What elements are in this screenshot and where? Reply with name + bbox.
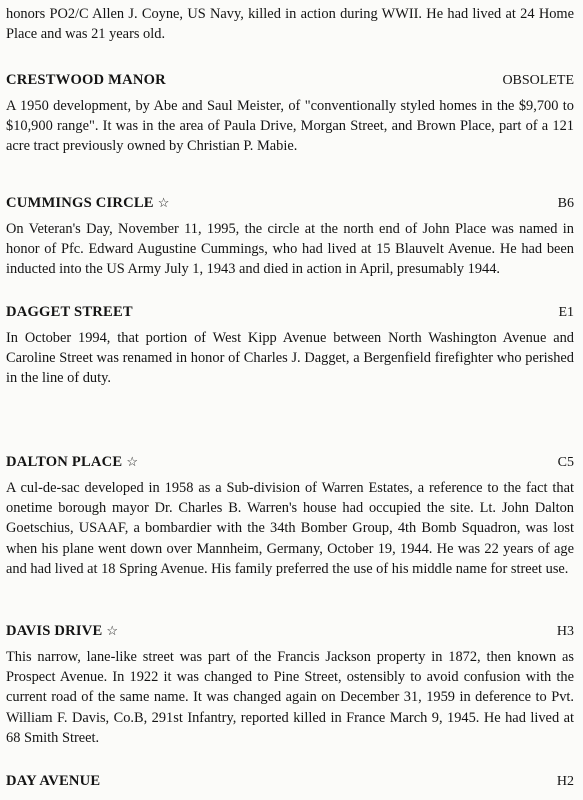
map-code: H2 <box>556 774 574 789</box>
entry-dagget-street <box>6 302 574 389</box>
street-name: CUMMINGS CIRCLE <box>6 195 154 211</box>
map-code: OBSOLETE <box>502 73 574 88</box>
intro-paragraph: honors PO2/C Allen J. Coyne, US Navy, killed in action during WWII. He had lived at 24 Home Place and was 21 years old. <box>6 6 574 42</box>
map-code: C5 <box>557 455 574 470</box>
entry-davis-drive <box>6 621 574 748</box>
entry-dalton-place <box>6 452 574 579</box>
entry-day-avenue <box>6 771 574 791</box>
entry-heading <box>6 621 574 641</box>
street-name: DAY AVENUE <box>6 773 101 789</box>
map-code: H3 <box>556 624 574 639</box>
star-icon: ☆ <box>157 195 170 210</box>
star-icon: ☆ <box>106 623 119 638</box>
street-name: DALTON PLACE <box>6 454 123 470</box>
entry-cummings-circle <box>6 193 574 280</box>
entry-crestwood-manor <box>6 70 574 157</box>
entry-text: In October 1994, that portion of West Kipp Avenue between North Washington Avenue and Caroline Street was renamed in honor of Charles J. Dagget, a Bergenfield firefighter who perished in the line of duty. <box>6 330 574 387</box>
entry-text: On Veteran's Day, November 11, 1995, the circle at the north end of John Place was named in honor of Pfc. Edward Augustine Cummings, who had lived at 15 Blauvelt Avenue. He had been inducted into the US Army July 1, 1943 and died in action in April, presumably 1944. <box>6 221 574 278</box>
map-code: E1 <box>558 305 574 320</box>
entry-heading <box>6 193 574 213</box>
star-icon: ☆ <box>126 454 138 469</box>
map-code: B6 <box>557 196 574 211</box>
entry-heading <box>6 771 574 791</box>
entry-heading <box>6 302 574 322</box>
street-name: CRESTWOOD MANOR <box>6 72 166 88</box>
entry-heading <box>6 70 574 90</box>
entry-text: This narrow, lane-like street was part of the Francis Jackson property in 1872, then known as Prospect Avenue. In 1922 it was changed to Pine Street, ostensibly to avoid confusion with the current road of the same name. It was changed again on December 31, 1959 in deference to Pvt. William F. Davis, Co.B, 291st Infantry, reported killed in France March 9, 1945. He had lived at 68 Smith Street. <box>6 649 574 746</box>
street-name: DAVIS DRIVE <box>6 623 103 639</box>
street-name: DAGGET STREET <box>6 304 133 320</box>
entry-text: A 1950 development, by Abe and Saul Meister, of "conventionally styled homes in the $9,700 to $10,900 range". It was in the area of Paula Drive, Morgan Street, and Brown Place, part of a 121 acre tract previously owned by Christian P. Mabie. <box>6 98 574 155</box>
entry-text: A cul-de-sac developed in 1958 as a Sub-division of Warren Estates, a reference to the fact that onetime borough mayor Dr. Charles B. Warren's house had occupied the site. Lt. John Dalton Goetschius, USAAF, a bombardier with the 34th Bomber Group, 4th Bomb Squadron, was lost when his plane went down over Mannheim, Germany, October 19, 1944. He was 22 years of age and had lived at 18 Spring Avenue. His family preferred the use of his middle name for street use. <box>6 480 574 577</box>
entry-heading <box>6 452 574 472</box>
